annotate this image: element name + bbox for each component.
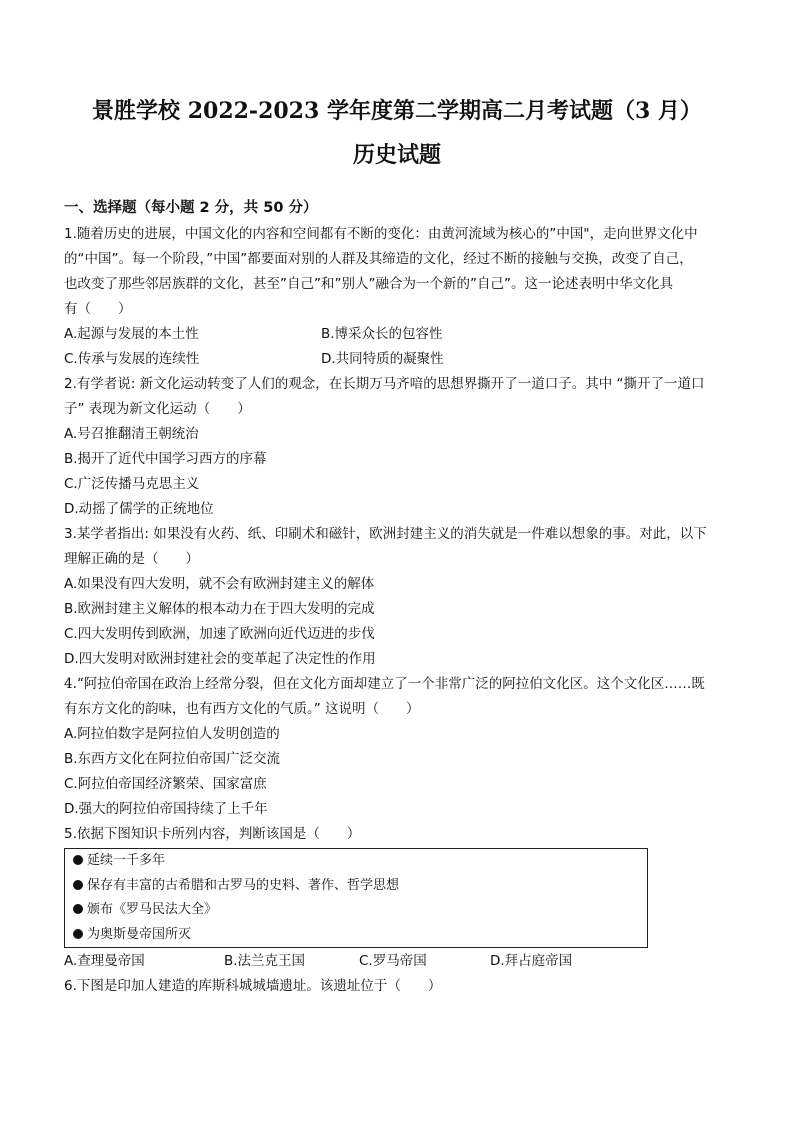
exam-title: 景胜学校 2022-2023 学年度第二学期高二月考试题（3 月） xyxy=(92,98,702,124)
question-2-option-b[interactable]: B.揭开了近代中国学习西方的序幕 xyxy=(64,451,267,467)
question-1-option-a[interactable]: A.起源与发展的本土性 xyxy=(64,326,199,342)
bullet-icon xyxy=(73,880,83,890)
question-5-option-c[interactable]: C.罗马帝国 xyxy=(359,953,427,969)
question-6 xyxy=(64,974,730,999)
question-3 xyxy=(64,522,730,672)
question-3-option-b[interactable]: B.欧洲封建主义解体的根本动力在于四大发明的完成 xyxy=(64,601,375,617)
question-3-option-d[interactable]: D.四大发明对欧洲封建社会的变革起了决定性的作用 xyxy=(64,651,376,667)
question-4-option-d[interactable]: D.强大的阿拉伯帝国持续了上千年 xyxy=(64,801,268,817)
question-6-stem-line: 6.下图是印加人建造的库斯科城城墙遗址。该遗址位于（ ） xyxy=(64,978,442,994)
question-2 xyxy=(64,372,730,522)
question-1-stem-line: 有（ ） xyxy=(64,301,132,317)
question-1-option-c[interactable]: C.传承与发展的连续性 xyxy=(64,351,200,367)
question-5-stem-line: 5.依据下图知识卡所列内容，判断该国是（ ） xyxy=(64,826,361,842)
question-1-options-row xyxy=(64,347,730,372)
question-4-option-b[interactable]: B.东西方文化在阿拉伯帝国广泛交流 xyxy=(64,751,281,767)
bullet-icon xyxy=(73,855,83,865)
question-1 xyxy=(64,222,730,372)
question-5-option-a[interactable]: A.查理曼帝国 xyxy=(64,953,145,969)
question-4-quote-start: 4.“阿拉伯帝国在政治上经常分裂， xyxy=(64,676,273,692)
question-2-option-a[interactable]: A.号召推翻清王朝统治 xyxy=(64,426,199,442)
question-1-stem-line: 也改变了那些邻居族群的文化，甚至”自己”和”别人”融合为一个新的”自己”。这一论述表明中华文化具 xyxy=(64,276,673,292)
knowledge-card xyxy=(64,848,648,948)
bullet-icon xyxy=(73,929,83,939)
question-4 xyxy=(64,672,730,822)
question-3-option-c[interactable]: C.四大发明传到欧洲，加速了欧洲向近代迈进的步伐 xyxy=(64,626,375,642)
question-1-stem-line: 1.随着历史的进展，中国文化的内容和空间都有不断的变化：由黄河流域为核心的”中国"，走向世界文化中 xyxy=(64,226,698,242)
question-3-option-a[interactable]: A.如果没有四大发明，就不会有欧洲封建主义的解体 xyxy=(64,576,375,592)
bullet-icon xyxy=(73,904,83,914)
knowledge-card-item: 为奥斯曼帝国所灭 xyxy=(65,923,647,948)
question-list xyxy=(64,222,730,999)
question-4-option-c[interactable]: C.阿拉伯帝国经济繁荣、国家富庶 xyxy=(64,776,267,792)
question-4-stem-line: 有东方文化的韵味，也有西方文化的气质。” 这说明（ ） xyxy=(64,701,420,717)
question-2-option-c[interactable]: C.广泛传播马克思主义 xyxy=(64,476,200,492)
knowledge-card-item: 延续一千多年 xyxy=(65,849,647,874)
question-2-stem-line: 2.有学者说: 新文化运动转变了人们的观念，在长期万马齐喑的思想界撕开了一道口子。其中 “撕开了一道口 xyxy=(64,376,705,392)
question-3-stem-line: 3.某学者指出: 如果没有火药、纸、印刷术和磁针，欧洲封建主义的消失就是一件难以想象的事。对此，以下 xyxy=(64,526,707,542)
question-2-stem-line: 子” 表现为新文化运动（ ） xyxy=(64,401,251,417)
question-4-stem-line xyxy=(64,672,730,697)
question-2-option-d[interactable]: D.动摇了儒学的正统地位 xyxy=(64,501,214,517)
question-5 xyxy=(64,822,730,974)
exam-subject: 历史试题 xyxy=(352,142,441,168)
question-1-option-b[interactable]: B.博采众长的包容性 xyxy=(321,326,443,342)
question-1-options-row xyxy=(64,322,730,347)
question-5-options-row xyxy=(64,949,730,974)
knowledge-card-item: 保存有丰富的古希腊和古罗马的史料、著作、哲学思想 xyxy=(65,874,647,899)
section-heading: 一、选择题（每小题 2 分，共 50 分） xyxy=(64,200,318,216)
question-1-stem-line: 的“中国”。每一个阶段，”中国”都要面对别的人群及其缔造的文化，经过不断的接触与交换，改变了自己， xyxy=(64,251,693,267)
question-1-option-d[interactable]: D.共同特质的凝聚性 xyxy=(321,351,444,367)
question-5-option-d[interactable]: D.拜占庭帝国 xyxy=(490,953,573,969)
knowledge-card-item: 颁布《罗马民法大全》 xyxy=(65,898,647,923)
question-3-stem-line: 理解正确的是（ ） xyxy=(64,551,199,567)
question-4-option-a[interactable]: A.阿拉伯数字是阿拉伯人发明创造的 xyxy=(64,726,280,742)
question-5-option-b[interactable]: B.法兰克王国 xyxy=(224,953,306,969)
question-4-quote-rest: 但在文化方面却建立了一个非常广泛的阿拉伯文化区。这个文化区……既 xyxy=(272,676,705,692)
